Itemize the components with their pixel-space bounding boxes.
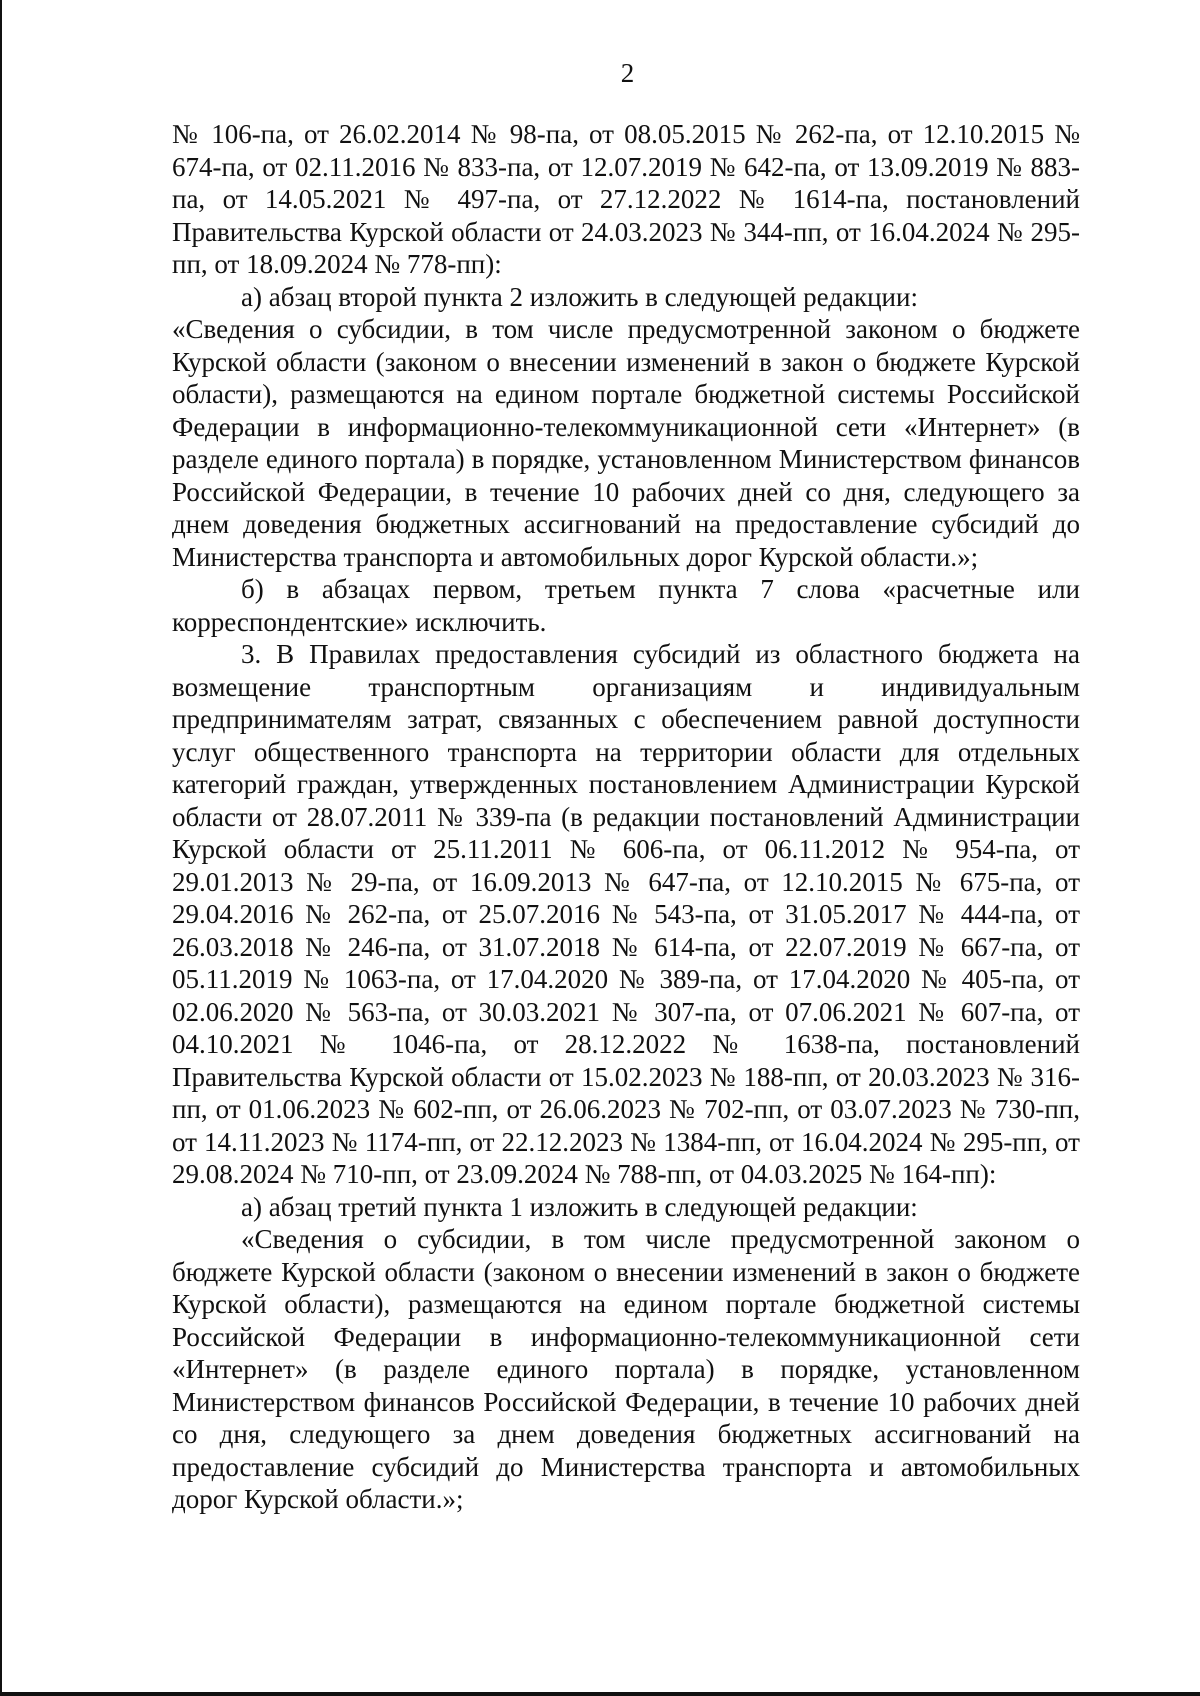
scan-edge-bottom bbox=[0, 1692, 1200, 1696]
paragraph-continuation: № 106-па, от 26.02.2014 № 98-па, от 08.05.2015 № 262-па, от 12.10.2015 № 674-па, от 02.11.2016 № 833-па, от 12.07.2019 № 642-па, от 13.09.2019 № 883-па, от 14.05.2021 № 497-па, от 27.12.2022 № 1614-па, постановлений Правительства Курской области от 24.03.2023 № 344-пп, от 16.04.2024 № 295-пп, от 18.09.2024 № 778-пп): bbox=[172, 119, 1080, 279]
scan-edge-left bbox=[0, 0, 2, 1696]
page-number: 2 bbox=[620, 58, 635, 88]
paragraph-quote-1: «Сведения о субсидии, в том числе предусмотренной законом о бюджете Курской области (законом о внесении изменений в закон о бюджете Курской области), размещаются на едином портале бюджетной системы Российской Федерации в информационно-телекоммуникационной сети «Интернет» (в разделе единого портала) в порядке, установленном Министерством финансов Российской Федерации, в течение 10 рабочих дней со дня, следующего за днем доведения бюджетных ассигнований на предоставление субсидий до Министерства транспорта и автомобильных дорог Курской области.»; bbox=[172, 314, 1080, 572]
paragraph-quote-2: «Сведения о субсидии, в том числе предусмотренной законом о бюджете Курской области (законом о внесении изменений в закон о бюджете Курской области), размещаются на едином портале бюджетной системы Российской Федерации в информационно-телекоммуникационной сети «Интернет» (в разделе единого портала) в порядке, установленном Министерством финансов Российской Федерации, в течение 10 рабочих дней со дня, следующего за днем доведения бюджетных ассигнований на предоставление субсидий до Министерства транспорта и автомобильных дорог Курской области.»; bbox=[172, 1224, 1080, 1514]
document-body bbox=[172, 118, 1080, 1516]
paragraph-section-3: 3. В Правилах предоставления субсидий из областного бюджета на возмещение транспортным организациям и индивидуальным предпринимателям затрат, связанных с обеспечением равной доступности услуг общественного транспорта на территории области для отдельных категорий граждан, утвержденных постановлением Администрации Курской области от 28.07.2011 № 339-па (в редакции постановлений Администрации Курской области от 25.11.2011 № 606-па, от 06.11.2012 № 954-па, от 29.01.2013 № 29-па, от 16.09.2013 № 647-па, от 12.10.2015 № 675-па, от 29.04.2016 № 262-па, от 25.07.2016 № 543-па, от 31.05.2017 № 444-па, от 26.03.2018 № 246-па, от 31.07.2018 № 614-па, от 22.07.2019 № 667-па, от 05.11.2019 № 1063-па, от 17.04.2020 № 389-па, от 17.04.2020 № 405-па, от 02.06.2020 № 563-па, от 30.03.2021 № 307-па, от 07.06.2021 № 607-па, от 04.10.2021 № 1046-па, от 28.12.2022 № 1638-па, постановлений Правительства Курской области от 15.02.2023 № 188-пп, от 20.03.2023 № 316-пп, от 01.06.2023 № 602-пп, от 26.06.2023 № 702-пп, от 03.07.2023 № 730-пп, от 14.11.2023 № 1174-пп, от 22.12.2023 № 1384-пп, от 16.04.2024 № 295-пп, от 29.08.2024 № 710-пп, от 23.09.2024 № 788-пп, от 04.03.2025 № 164-пп): bbox=[172, 639, 1080, 1189]
paragraph-item-b: б) в абзацах первом, третьем пункта 7 слова «расчетные или корреспондентские» исключить. bbox=[172, 574, 1080, 637]
paragraph-item-a-1: а) абзац второй пункта 2 изложить в следующей редакции: bbox=[241, 281, 918, 312]
paragraph-item-a-2: а) абзац третий пункта 1 изложить в следующей редакции: bbox=[241, 1191, 918, 1222]
